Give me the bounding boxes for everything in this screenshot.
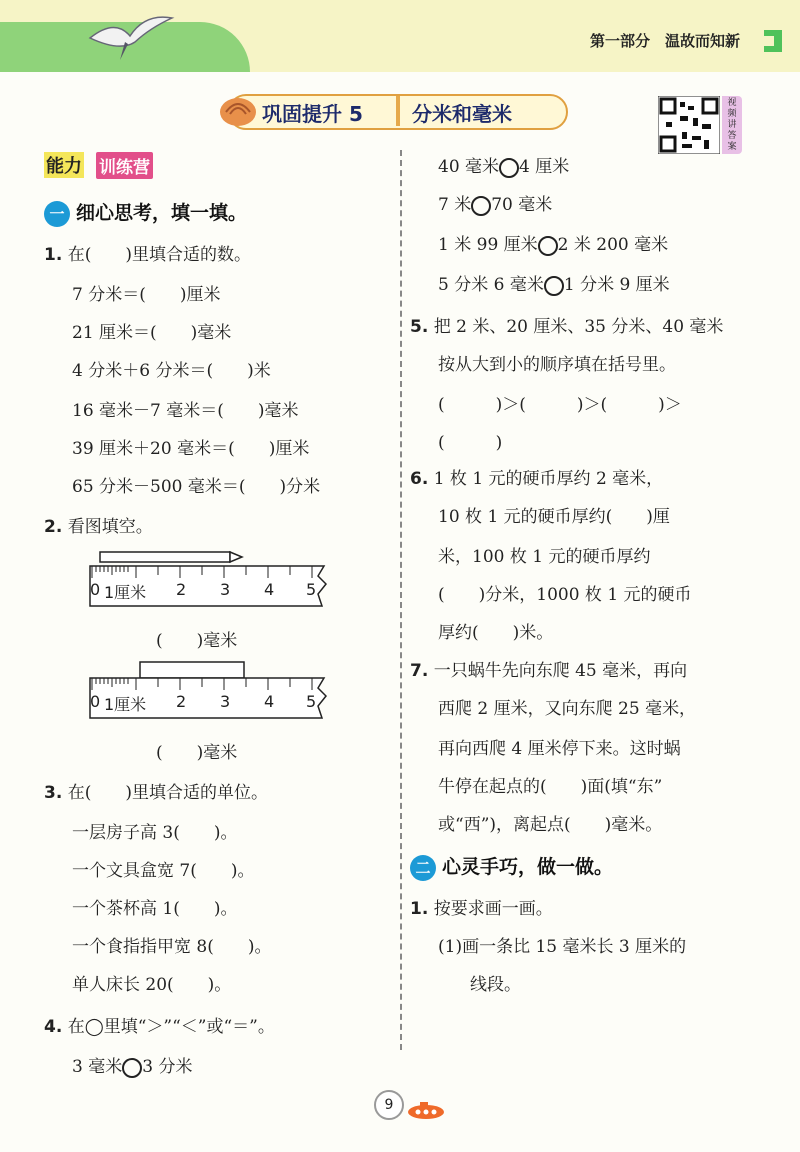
q5-line: 按从大到小的顺序填在括号里。 (438, 355, 676, 375)
q7-line: 或“西”)，离起点( )毫米。 (438, 815, 663, 835)
compare-circle[interactable] (471, 196, 491, 216)
title-separator (396, 96, 400, 126)
q3-item: 一个茶杯高 1( )。 (72, 899, 238, 919)
question-7 (410, 656, 687, 681)
seagull-icon (80, 8, 180, 68)
question-number: 4. (44, 1017, 63, 1037)
ruler-tick-label: 3 (220, 692, 231, 711)
q1-item: 39 厘米＋20 毫米＝( )厘米 (72, 439, 310, 459)
badge-ability: 能力 (44, 152, 84, 178)
q3-item: 一个文具盒宽 7( )。 (72, 861, 255, 881)
compare-circle[interactable] (538, 236, 558, 256)
q4-compare-row (72, 1052, 192, 1078)
compare-left: 5 分米 6 毫米 (438, 275, 544, 295)
compare-circle[interactable] (544, 276, 564, 296)
question-number: 1. (44, 245, 63, 265)
q4-compare-row (438, 152, 569, 178)
ruler-tick-label: 2 (176, 692, 187, 711)
lesson-topic: 分米和毫米 (412, 102, 512, 126)
ruler-tick-label: 0 (90, 580, 101, 599)
compare-circle[interactable] (499, 158, 519, 178)
page-number: 9 (374, 1090, 404, 1120)
qr-side-char: 案 (727, 142, 737, 152)
ruler-tick-label: 0 (90, 692, 101, 711)
qr-side-char: 讲 (727, 120, 737, 130)
question-text: 1 枚 1 元的硬币厚约 2 毫米， (433, 469, 664, 489)
ruler-tick-label: 2 (176, 580, 187, 599)
section-1-number: 一 (44, 201, 70, 227)
lesson-number: 巩固提升 5 (262, 102, 363, 126)
question-number: 5. (410, 317, 429, 337)
s2q1-sub-line: (1)画一条比 15 毫米长 3 厘米的 (438, 937, 687, 957)
compare-right: 70 毫米 (491, 195, 553, 215)
ruler-tick-label: 5 (306, 692, 317, 711)
question-text: 把 2 米、20 厘米、35 分米、40 毫米 (433, 317, 724, 337)
column-divider (400, 150, 402, 1050)
ruler-tick-label: 4 (264, 692, 275, 711)
q4-compare-row (438, 270, 670, 296)
question-number: 7. (410, 661, 429, 681)
compare-right: 2 米 200 毫米 (557, 235, 669, 255)
question-number: 3. (44, 783, 63, 803)
q2-answer-1: ( )毫米 (156, 631, 238, 651)
q1-item: 7 分米＝( )厘米 (72, 285, 221, 305)
shell-icon (218, 92, 258, 128)
question-text: 在( )里填合适的单位。 (67, 783, 268, 803)
question-3-stem (44, 778, 268, 803)
green-bracket-icon (764, 28, 782, 54)
q1-item: 16 毫米－7 毫米＝( )毫米 (72, 401, 299, 421)
q5-line: ( )＞( )＞( )＞ (438, 395, 682, 415)
ruler-tick-label: 5 (306, 580, 317, 599)
q5-line: ( ) (438, 433, 503, 453)
compare-left: 7 米 (438, 195, 472, 215)
section-1-title: 细心思考，填一填。 (76, 202, 248, 224)
q6-line: 厚约( )米。 (438, 623, 554, 643)
compare-right: 1 分米 9 厘米 (563, 275, 670, 295)
question-number: 6. (410, 469, 429, 489)
compare-left: 3 毫米 (72, 1057, 123, 1077)
qr-side-label (722, 96, 742, 154)
badge-training-camp: 训练营 (96, 152, 153, 179)
question-text: 在◯里填“＞”“＜”或“＝”。 (67, 1017, 275, 1037)
compare-right: 3 分米 (142, 1057, 193, 1077)
s2q1-sub-line: 线段。 (470, 975, 521, 995)
question-5 (410, 312, 723, 337)
section-2-title: 心灵手巧，做一做。 (442, 856, 614, 878)
compare-left: 40 毫米 (438, 157, 500, 177)
section-label: 第一部分 温故而知新 (590, 32, 741, 50)
question-text: 按要求画一画。 (433, 899, 553, 919)
q1-item: 65 分米－500 毫米＝( )分米 (72, 477, 321, 497)
compare-circle[interactable] (122, 1058, 142, 1078)
section-1-heading (44, 198, 247, 227)
section-2-heading (410, 852, 613, 881)
question-text: 看图填空。 (67, 517, 153, 537)
question-text: 在( )里填合适的数。 (67, 245, 251, 265)
ruler-tick-label: 3 (220, 580, 231, 599)
q6-line: ( )分米，1000 枚 1 元的硬币 (438, 585, 692, 605)
compare-right: 4 厘米 (519, 157, 570, 177)
compare-left: 1 米 99 厘米 (438, 235, 538, 255)
question-6 (410, 464, 663, 489)
question-text: 一只蜗牛先向东爬 45 毫米，再向 (433, 661, 688, 681)
question-number: 2. (44, 517, 63, 537)
qr-side-char: 视 (727, 98, 737, 108)
q6-line: 米，100 枚 1 元的硬币厚约 (438, 547, 651, 567)
qr-side-char: 频 (727, 109, 737, 119)
question-2-stem (44, 512, 153, 537)
q3-item: 一层房子高 3( )。 (72, 823, 238, 843)
q7-line: 再向西爬 4 厘米停下来。这时蜗 (438, 739, 681, 759)
question-4-stem (44, 1012, 275, 1037)
ruler-tick-label: 4 (264, 580, 275, 599)
question-1-stem (44, 240, 251, 265)
q4-compare-row (438, 190, 552, 216)
q7-line: 牛停在起点的( )面(填“东” (438, 777, 663, 797)
submarine-icon (404, 1098, 446, 1120)
qr-code-icon[interactable] (658, 96, 720, 154)
q1-item: 4 分米＋6 分米＝( )米 (72, 361, 271, 381)
q2-answer-2: ( )毫米 (156, 743, 238, 763)
q7-line: 西爬 2 厘米，又向东爬 25 毫米， (438, 699, 697, 719)
question-number: 1. (410, 899, 429, 919)
q4-compare-row (438, 230, 668, 256)
q3-item: 一个食指指甲宽 8( )。 (72, 937, 272, 957)
q1-item: 21 厘米＝( )毫米 (72, 323, 232, 343)
q3-item: 单人床长 20( )。 (72, 975, 232, 995)
ruler-tick-label: 1厘米 (104, 583, 147, 602)
section-2-question-1 (410, 894, 553, 919)
qr-side-char: 答 (727, 131, 737, 141)
ruler-tick-label: 1厘米 (104, 695, 147, 714)
q6-line: 10 枚 1 元的硬币厚约( )厘 (438, 507, 670, 527)
section-2-number: 二 (410, 855, 436, 881)
